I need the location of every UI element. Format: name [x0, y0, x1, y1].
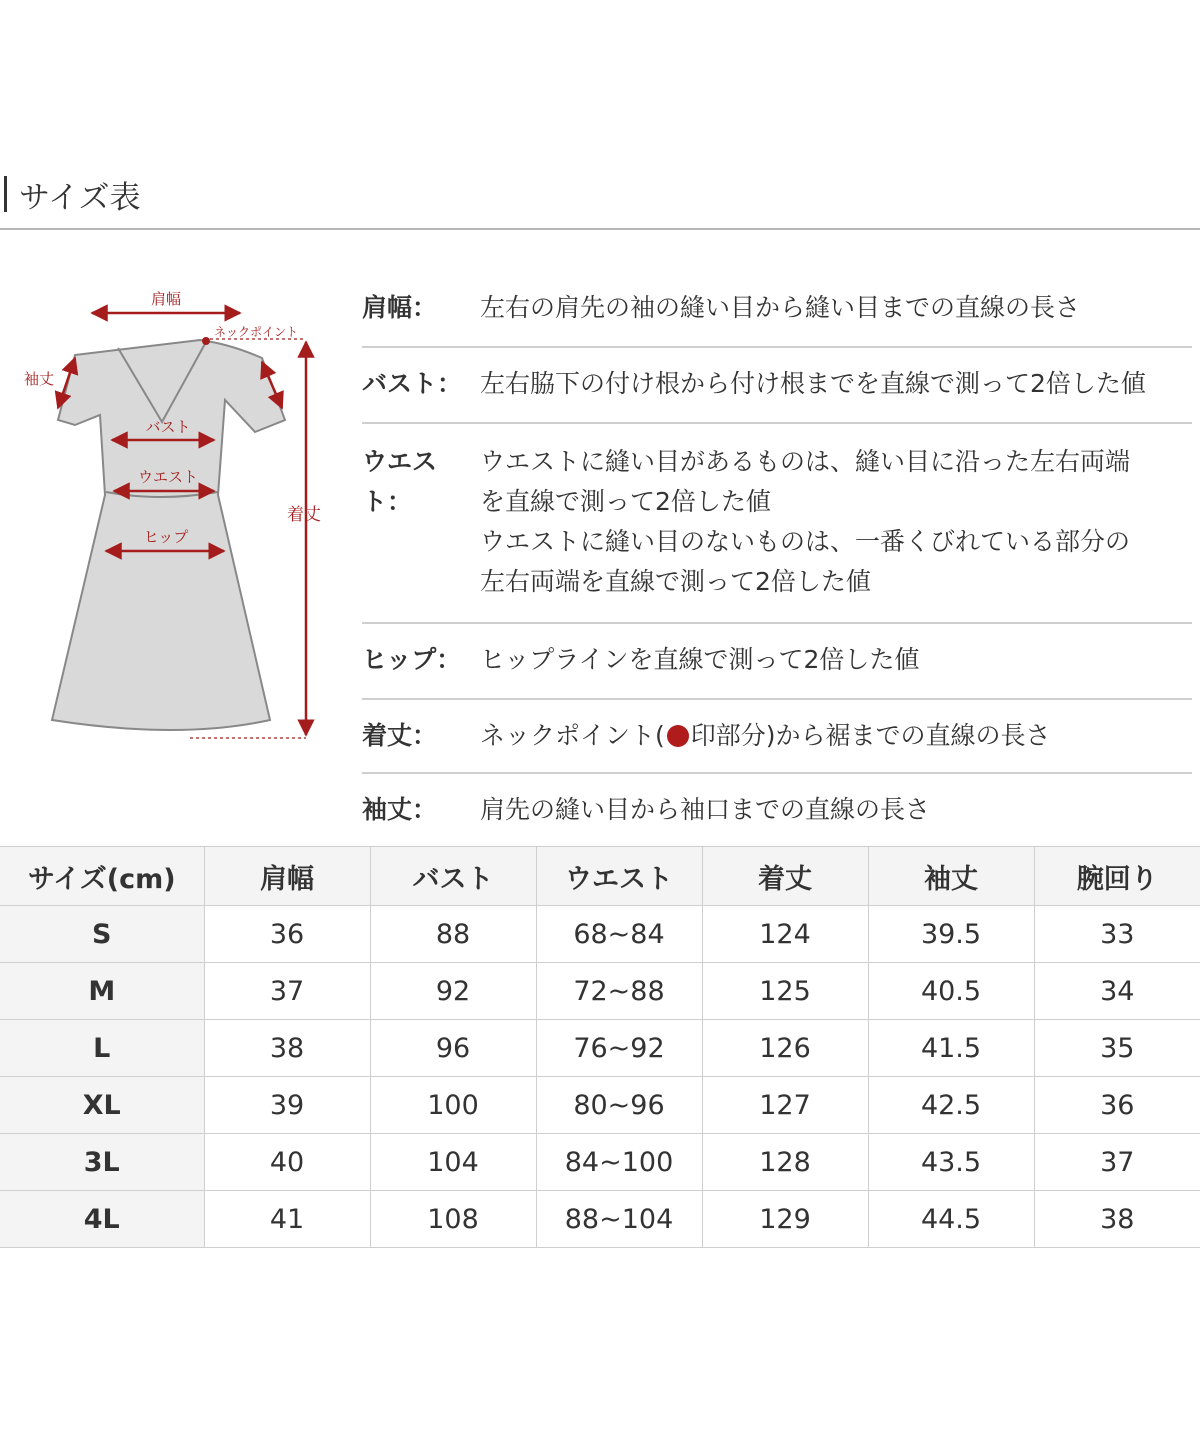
table-cell: 43.5 [868, 1134, 1034, 1191]
definition-line: 左右脇下の付け根から付け根までを直線で測って2倍した値 [480, 369, 1146, 398]
definition-description [480, 790, 1192, 830]
table-cell: 92 [370, 963, 536, 1020]
column-header: ウエスト [536, 847, 702, 906]
column-header: バスト [370, 847, 536, 906]
table-cell: 36 [1034, 1077, 1200, 1134]
definition-term: 着丈： [362, 721, 438, 750]
table-cell: 40 [204, 1134, 370, 1191]
table-cell: 34 [1034, 963, 1200, 1020]
table-cell: 37 [1034, 1134, 1200, 1191]
table-row [0, 1077, 1200, 1134]
table-row [0, 906, 1200, 963]
definition-line: ウエストに縫い目のないものは、一番くびれている部分の [480, 527, 1131, 556]
table-cell: 72~88 [536, 963, 702, 1020]
definition-term: ヒップ： [362, 645, 462, 674]
definition-term: バスト： [362, 369, 463, 398]
size-label: M [0, 963, 204, 1020]
table-cell: 100 [370, 1077, 536, 1134]
table-cell: 41.5 [868, 1020, 1034, 1077]
table-cell: 76~92 [536, 1020, 702, 1077]
definition-description [480, 640, 1192, 680]
table-cell: 41 [204, 1191, 370, 1248]
table-cell: 128 [702, 1134, 868, 1191]
definition-line [480, 716, 1192, 756]
shoulder-label: 肩幅 [150, 290, 182, 308]
measurement-definitions [362, 268, 1192, 850]
table-cell: 35 [1034, 1020, 1200, 1077]
table-cell: 126 [702, 1020, 868, 1077]
definition-bust [362, 348, 1192, 424]
table-cell: 38 [204, 1020, 370, 1077]
definition-length [362, 700, 1192, 774]
column-header: 着丈 [702, 847, 868, 906]
table-cell: 96 [370, 1020, 536, 1077]
table-cell: 36 [204, 906, 370, 963]
table-cell: 108 [370, 1191, 536, 1248]
definition-description [480, 716, 1192, 756]
size-table [0, 846, 1200, 1248]
definition-line: 肩先の縫い目から袖口までの直線の長さ [480, 795, 931, 824]
page-title: サイズ表 [19, 179, 141, 216]
definition-description [480, 288, 1192, 328]
table-row [0, 963, 1200, 1020]
definition-hip [362, 624, 1192, 700]
size-label: 4L [0, 1191, 204, 1248]
table-cell: 37 [204, 963, 370, 1020]
section-title [0, 168, 141, 220]
definition-line: 左右の肩先の袖の縫い目から縫い目までの直線の長さ [480, 293, 1081, 322]
title-divider [0, 228, 1200, 230]
table-row [0, 1134, 1200, 1191]
bust-label: バスト [145, 418, 191, 436]
hip-label: ヒップ [143, 528, 189, 546]
table-cell: 127 [702, 1077, 868, 1134]
definition-sleeve [362, 774, 1192, 850]
table-header-row [0, 847, 1200, 906]
definition-waist [362, 424, 1192, 624]
table-cell: 39 [204, 1077, 370, 1134]
table-cell: 40.5 [868, 963, 1034, 1020]
table-cell: 84~100 [536, 1134, 702, 1191]
size-label: S [0, 906, 204, 963]
definition-text-after: 印部分)から裾までの直線の長さ [690, 721, 1051, 750]
waist-label: ウエスト [137, 468, 199, 486]
size-label: L [0, 1020, 204, 1077]
table-cell: 80~96 [536, 1077, 702, 1134]
definition-line: を直線で測って2倍した値 [480, 487, 771, 516]
definition-term: ウエスト： [362, 447, 438, 516]
table-cell: 38 [1034, 1191, 1200, 1248]
table-cell: 39.5 [868, 906, 1034, 963]
table-cell: 68~84 [536, 906, 702, 963]
size-label: XL [0, 1077, 204, 1134]
definition-line: ヒップラインを直線で測って2倍した値 [480, 645, 920, 674]
definition-term: 袖丈： [362, 795, 438, 824]
neck-point-dot [202, 337, 210, 345]
column-header: 袖丈 [868, 847, 1034, 906]
size-label: 3L [0, 1134, 204, 1191]
column-header: サイズ(cm) [0, 847, 204, 906]
definition-description [480, 364, 1192, 404]
garment-diagram [0, 280, 340, 760]
table-cell: 88 [370, 906, 536, 963]
table-cell: 88~104 [536, 1191, 702, 1248]
table-row [0, 1191, 1200, 1248]
table-cell: 124 [702, 906, 868, 963]
definition-description [480, 442, 1192, 602]
neck-point-marker-icon [667, 725, 689, 747]
table-cell: 125 [702, 963, 868, 1020]
definition-line: ウエストに縫い目があるものは、縫い目に沿った左右両端 [480, 447, 1131, 476]
table-cell: 104 [370, 1134, 536, 1191]
table-cell: 129 [702, 1191, 868, 1248]
table-cell: 44.5 [868, 1191, 1034, 1248]
neck-point-label: ネックポイント [214, 325, 299, 339]
title-accent-bar [4, 176, 7, 212]
definition-text-before: ネックポイント( [480, 721, 665, 750]
definition-term: 肩幅： [362, 293, 438, 322]
table-cell: 42.5 [868, 1077, 1034, 1134]
column-header: 腕回り [1034, 847, 1200, 906]
table-row [0, 1020, 1200, 1077]
column-header: 肩幅 [204, 847, 370, 906]
sleeve-label: 袖丈 [24, 370, 55, 388]
table-cell: 33 [1034, 906, 1200, 963]
definition-line: 左右両端を直線で測って2倍した値 [480, 567, 871, 596]
length-label: 着丈 [287, 505, 321, 525]
definition-shoulder [362, 268, 1192, 348]
